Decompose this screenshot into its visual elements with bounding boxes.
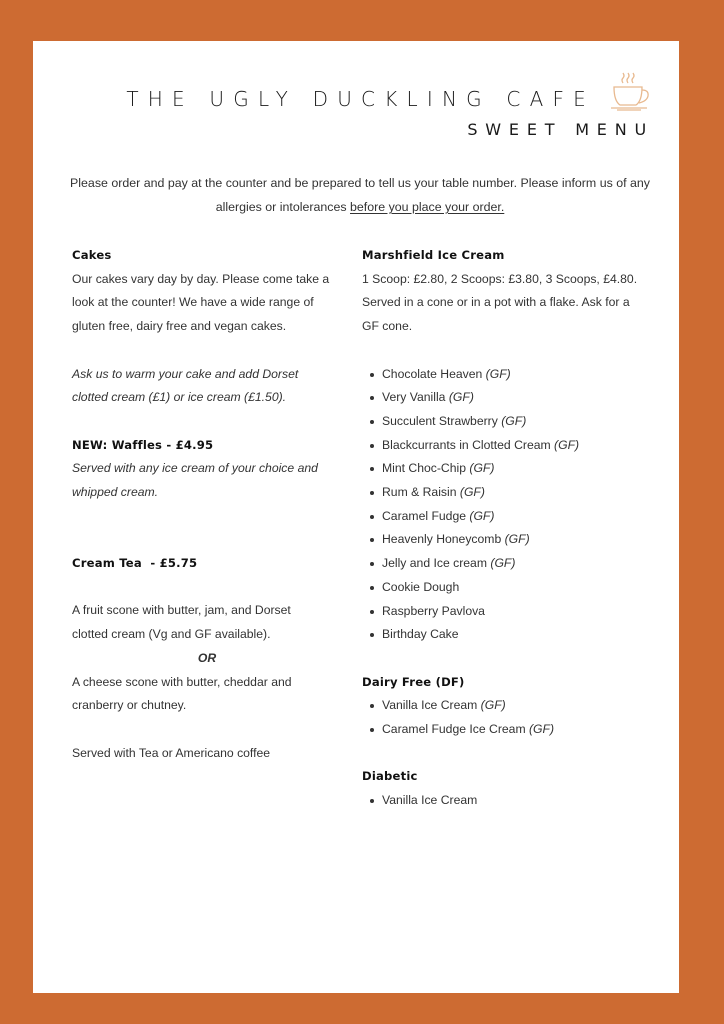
list-item: Birthday Cake bbox=[382, 623, 662, 647]
ice-cream-line: Served in a cone or in a pot with a flake. Ask for a bbox=[362, 295, 630, 310]
list-item: Very Vanilla (GF) bbox=[382, 386, 662, 410]
list-item: Caramel Fudge Ice Cream (GF) bbox=[382, 718, 662, 742]
left-column bbox=[72, 244, 352, 765]
intro-notice bbox=[63, 171, 657, 219]
list-item: Blackcurrants in Clotted Cream (GF) bbox=[382, 434, 662, 458]
cakes-line: look at the counter! We have a wide range of bbox=[72, 295, 314, 310]
list-item: Chocolate Heaven (GF) bbox=[382, 363, 662, 387]
ice-cream-line: GF cone. bbox=[362, 319, 413, 334]
cream-tea-option2: A cheese scone with butter, cheddar and bbox=[72, 674, 292, 689]
cafe-title: THE UGLY DUCKLING CAFE bbox=[126, 87, 595, 111]
list-item: Caramel Fudge (GF) bbox=[382, 505, 662, 529]
list-item: Rum & Raisin (GF) bbox=[382, 481, 662, 505]
cream-tea-heading: Cream Tea - £5.75 bbox=[72, 556, 198, 571]
coffee-cup-icon bbox=[609, 71, 653, 113]
list-item: Vanilla Ice Cream (GF) bbox=[382, 694, 662, 718]
intro-text: Please order and pay at the counter and be prepared to tell us your table number. Please inform us of any allergies or intolerances bbox=[70, 176, 650, 214]
diabetic-list bbox=[362, 789, 662, 813]
diabetic-heading: Diabetic bbox=[362, 769, 418, 784]
list-item: Succulent Strawberry (GF) bbox=[382, 410, 662, 434]
dairy-free-heading: Dairy Free (DF) bbox=[362, 674, 465, 689]
cakes-note: clotted cream (£1) or ice cream (£1.50). bbox=[72, 390, 287, 405]
cream-tea-option2: cranberry or chutney. bbox=[72, 698, 187, 713]
cream-tea-option1: A fruit scone with butter, jam, and Dorset bbox=[72, 603, 291, 618]
list-item: Mint Choc-Chip (GF) bbox=[382, 457, 662, 481]
list-item: Heavenly Honeycomb (GF) bbox=[382, 528, 662, 552]
or-label: OR bbox=[197, 650, 217, 665]
waffles-line: whipped cream. bbox=[72, 485, 159, 499]
menu-page bbox=[33, 41, 679, 993]
cakes-note: Ask us to warm your cake and add Dorset bbox=[72, 366, 299, 381]
cakes-line: Our cakes vary day by day. Please come take a bbox=[72, 271, 330, 286]
waffles-line: Served with any ice cream of your choice and bbox=[72, 461, 318, 476]
list-item: Vanilla Ice Cream bbox=[382, 789, 662, 813]
cream-tea-served: Served with Tea or Americano coffee bbox=[72, 745, 271, 760]
menu-subtitle: SWEET MENU bbox=[467, 120, 654, 139]
list-item: Raspberry Pavlova bbox=[382, 600, 662, 624]
ice-cream-line: 1 Scoop: £2.80, 2 Scoops: £3.80, 3 Scoops, £4.80. bbox=[362, 271, 638, 286]
waffles-heading: NEW: Waffles - £4.95 bbox=[72, 437, 214, 452]
cakes-line: gluten free, dairy free and vegan cakes. bbox=[72, 319, 287, 334]
right-column bbox=[362, 244, 662, 813]
list-item: Cookie Dough bbox=[382, 576, 662, 600]
list-item: Jelly and Ice cream (GF) bbox=[382, 552, 662, 576]
cakes-heading: Cakes bbox=[72, 248, 112, 262]
dairy-free-list bbox=[362, 694, 662, 741]
intro-underlined: before you place your order. bbox=[350, 200, 505, 214]
cream-tea-option1: clotted cream (Vg and GF available). bbox=[72, 627, 271, 642]
flavour-list bbox=[362, 363, 662, 647]
ice-cream-heading: Marshfield Ice Cream bbox=[362, 248, 505, 262]
